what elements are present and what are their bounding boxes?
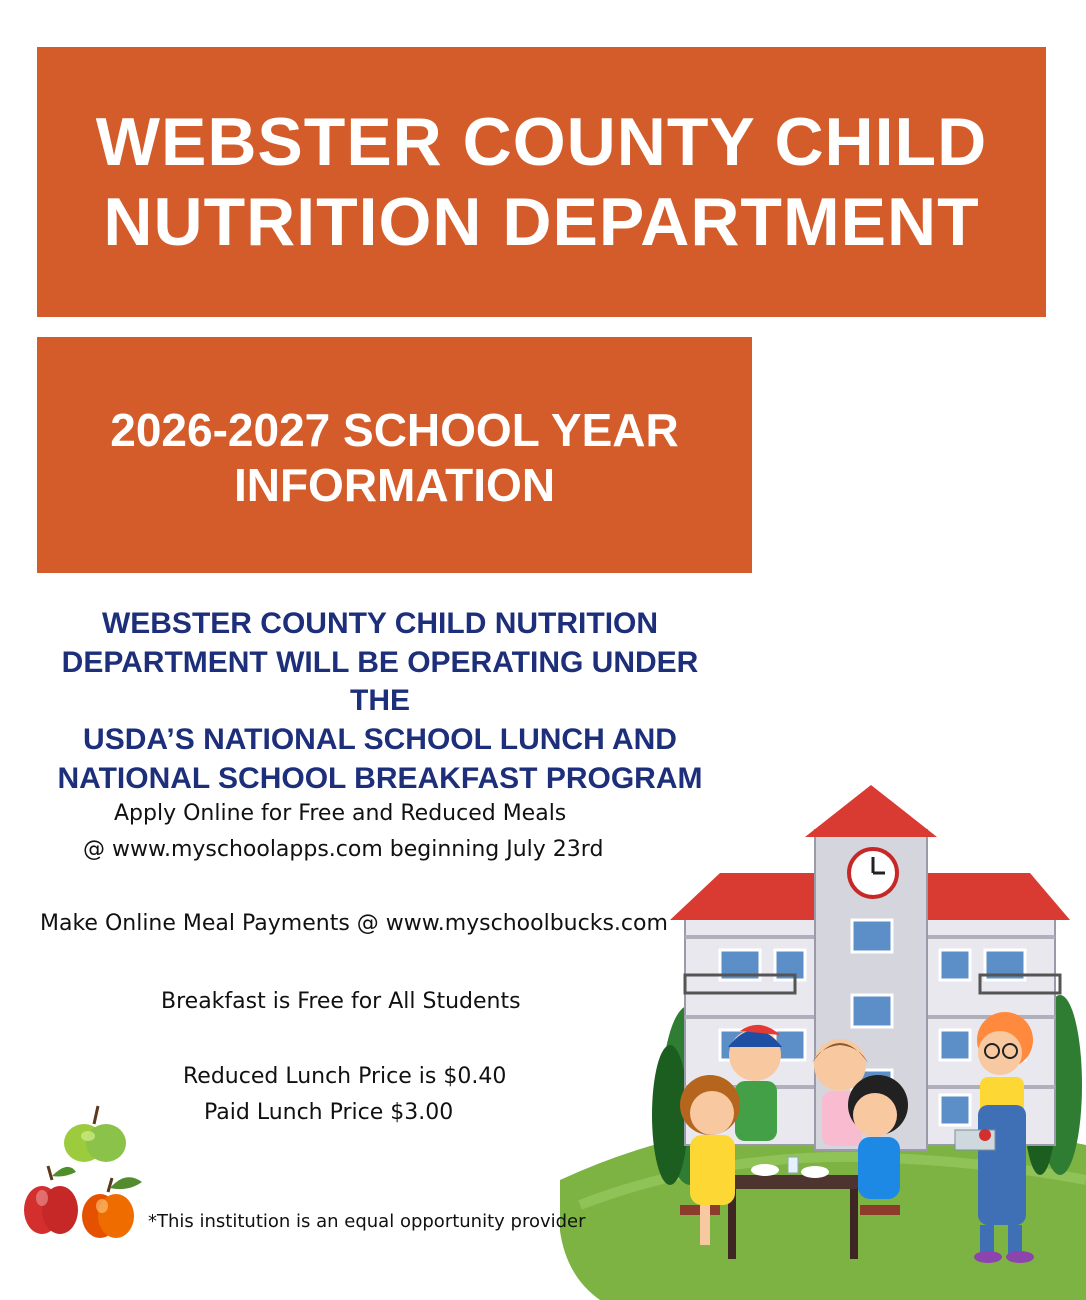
program-statement [40, 605, 720, 798]
orange-apple-icon [82, 1177, 142, 1238]
apple-cluster-icon [18, 1098, 148, 1248]
apply-online-text: Apply Online for Free and Reduced Meals [114, 801, 567, 826]
statement-line-3: USDA’S NATIONAL SCHOOL LUNCH AND [83, 723, 677, 757]
equal-opportunity-disclaimer: *This institution is an equal opportunity provider [148, 1211, 586, 1232]
statement-line-2: DEPARTMENT WILL BE OPERATING UNDER THE [61, 645, 699, 718]
title-line-2: NUTRITION DEPARTMENT [103, 184, 980, 260]
statement-line-4: NATIONAL SCHOOL BREAKFAST PROGRAM [57, 761, 703, 795]
clock-icon [849, 849, 897, 897]
paid-lunch-price: Paid Lunch Price $3.00 [204, 1100, 454, 1125]
green-apple-icon [64, 1106, 126, 1162]
title-line-1: WEBSTER COUNTY CHILD [95, 103, 988, 180]
school-year-banner [37, 337, 752, 573]
breakfast-text: Breakfast is Free for All Students [161, 989, 521, 1014]
red-apple-icon [24, 1166, 78, 1234]
school-year-line-1: 2026-2027 SCHOOL YEAR [110, 403, 679, 456]
apply-online-url: @ www.myschoolapps.com beginning July 23rd [83, 837, 604, 862]
statement-line-1: WEBSTER COUNTY CHILD NUTRITION [101, 607, 659, 640]
online-payments-text: Make Online Meal Payments @ www.myschoolbucks.com [40, 911, 668, 936]
title-banner [37, 47, 1046, 317]
reduced-lunch-price: Reduced Lunch Price is $0.40 [183, 1064, 507, 1089]
school-year-line-2: INFORMATION [233, 459, 556, 511]
school-cafeteria-illustration [560, 785, 1086, 1300]
